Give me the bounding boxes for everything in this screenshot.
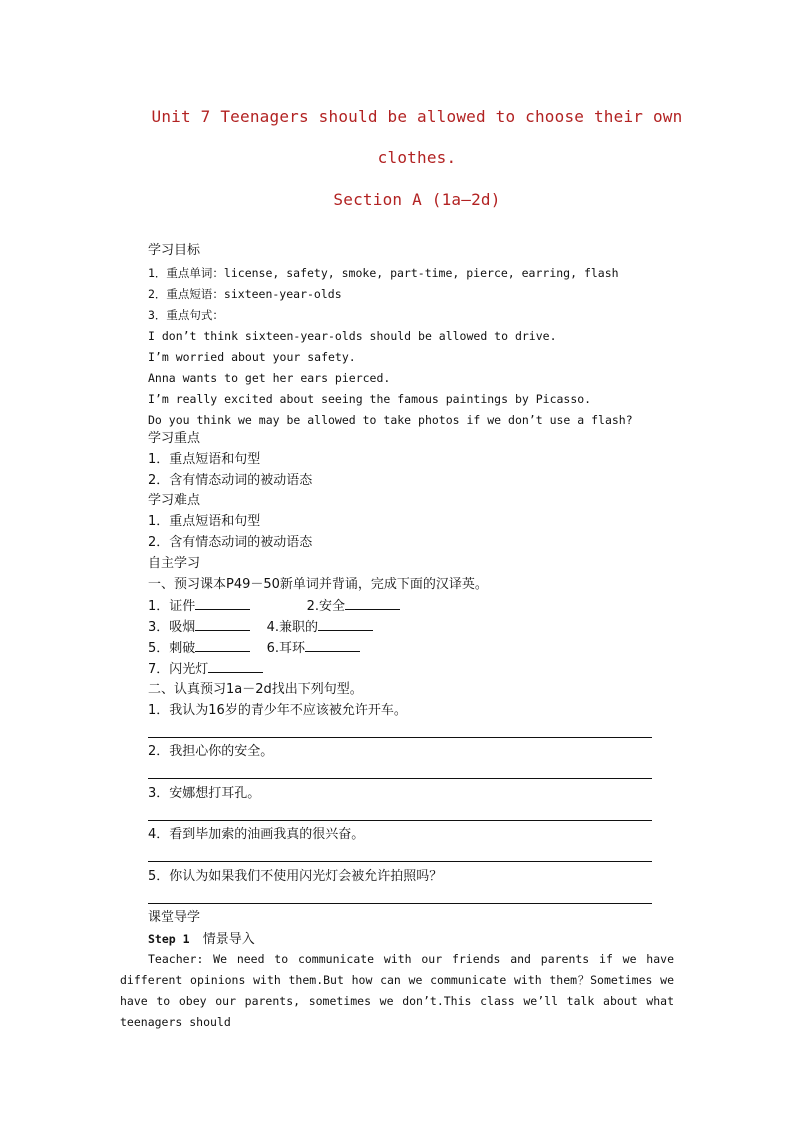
teacher-paragraph: Teacher: We need to communicate with our friends and parents if we have different opinions with them.But how can we communicate with them？Sometimes we have to obey our parents, sometimes we don’t.This class we’ll talk about what teenagers should bbox=[120, 952, 674, 1029]
vocab-prompt: 7．闪光灯 bbox=[148, 662, 209, 677]
difficulty-item: 1．重点短语和句型 bbox=[148, 514, 261, 529]
key-point-item: 2．含有情态动词的被动语态 bbox=[148, 473, 313, 488]
goal-sentence: I don’t think sixteen-year-olds should be allowed to drive. bbox=[148, 329, 557, 343]
goal-sentence: Do you think we may be allowed to take photos if we don’t use a flash? bbox=[148, 413, 633, 427]
goals-item-sentences: 3．重点句式： bbox=[148, 308, 224, 322]
translation-prompt: 5．你认为如果我们不使用闪光灯会被允许拍照吗？ bbox=[148, 869, 443, 884]
answer-line[interactable] bbox=[148, 903, 652, 904]
unit-title-continued: clothes. bbox=[377, 148, 457, 167]
vocab-prompt: 5．刺破 bbox=[148, 641, 196, 656]
answer-line[interactable] bbox=[148, 820, 652, 821]
self-study-part2: 二、认真预习1a－2d找出下列句型。 bbox=[148, 682, 363, 697]
answer-line[interactable] bbox=[148, 778, 652, 779]
vocab-prompt: 2.安全 bbox=[306, 599, 345, 614]
step-heading bbox=[148, 929, 255, 950]
vocab-answer-blank[interactable] bbox=[345, 596, 400, 610]
vocab-row bbox=[148, 596, 400, 617]
translation-prompt: 3．安娜想打耳孔。 bbox=[148, 786, 261, 801]
difficulties-heading: 学习难点 bbox=[148, 493, 201, 508]
key-point-item: 1．重点短语和句型 bbox=[148, 452, 261, 467]
goal-sentence: I’m worried about your safety. bbox=[148, 350, 356, 364]
translation-prompt: 4．看到毕加索的油画我真的很兴奋。 bbox=[148, 827, 365, 842]
goals-item-words: 1．重点单词：license, safety, smoke, part-time, pierce, earring, flash bbox=[148, 266, 619, 280]
unit-title: Unit 7 Teenagers should be allowed to choose their own bbox=[151, 107, 683, 126]
vocab-answer-blank[interactable] bbox=[208, 659, 263, 673]
vocab-answer-blank[interactable] bbox=[318, 617, 373, 631]
classroom-heading: 课堂导学 bbox=[148, 910, 201, 925]
step-label: Step 1 bbox=[148, 932, 190, 946]
vocab-prompt: 6.耳环 bbox=[266, 641, 305, 656]
answer-line[interactable] bbox=[148, 737, 652, 738]
vocab-answer-blank[interactable] bbox=[195, 596, 250, 610]
vocab-prompt: 4.兼职的 bbox=[266, 620, 318, 635]
vocab-prompt: 1．证件 bbox=[148, 599, 196, 614]
goals-item-phrases: 2．重点短语：sixteen-year-olds bbox=[148, 287, 342, 301]
translation-prompt: 2．我担心你的安全。 bbox=[148, 744, 274, 759]
vocab-row bbox=[148, 638, 360, 659]
section-title: Section A (1a—2d) bbox=[333, 190, 501, 209]
self-study-heading: 自主学习 bbox=[148, 556, 201, 571]
step-title: 情景导入 bbox=[202, 932, 255, 947]
key-points-heading: 学习重点 bbox=[148, 431, 201, 446]
self-study-part1: 一、预习课本P49－50新单词并背诵，完成下面的汉译英。 bbox=[148, 577, 488, 592]
goal-sentence: Anna wants to get her ears pierced. bbox=[148, 371, 391, 385]
goals-heading: 学习目标 bbox=[148, 243, 201, 258]
goal-sentence: I’m really excited about seeing the famous paintings by Picasso. bbox=[148, 392, 592, 406]
answer-line[interactable] bbox=[148, 861, 652, 862]
vocab-row bbox=[148, 659, 263, 680]
vocab-prompt: 3．吸烟 bbox=[148, 620, 196, 635]
vocab-answer-blank[interactable] bbox=[195, 617, 250, 631]
vocab-answer-blank[interactable] bbox=[305, 638, 360, 652]
difficulty-item: 2．含有情态动词的被动语态 bbox=[148, 535, 313, 550]
vocab-answer-blank[interactable] bbox=[195, 638, 250, 652]
vocab-row bbox=[148, 617, 373, 638]
translation-prompt: 1．我认为16岁的青少年不应该被允许开车。 bbox=[148, 703, 407, 718]
